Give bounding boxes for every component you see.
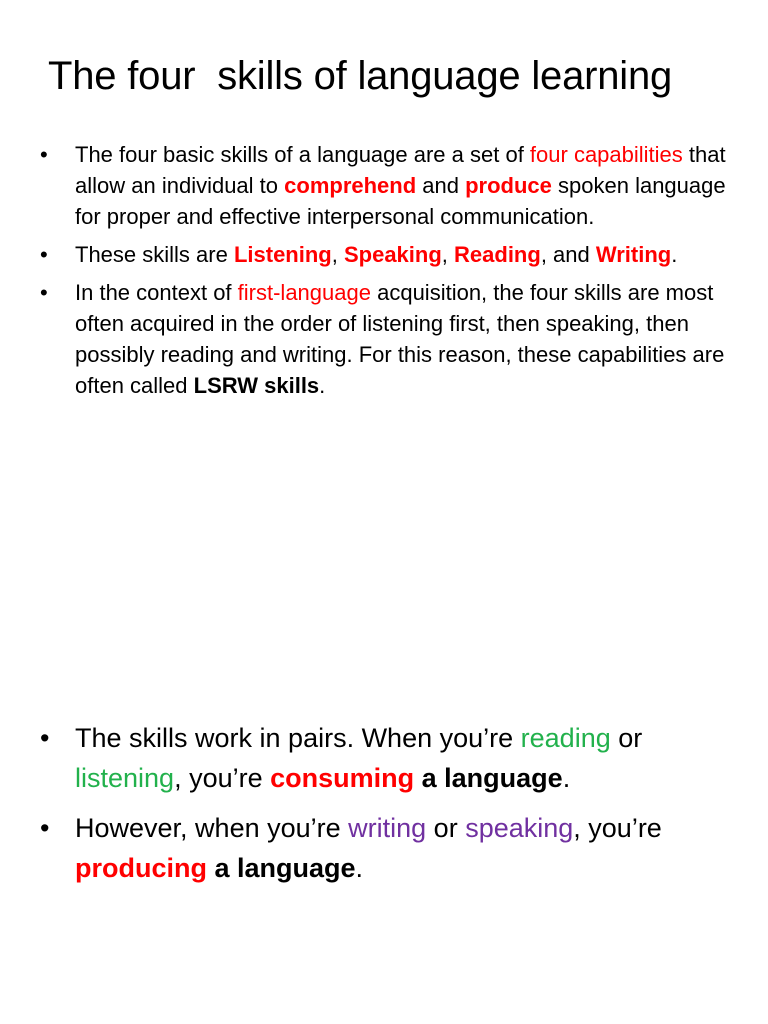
bullet-icon: • — [40, 723, 50, 753]
top-bullet-list — [40, 139, 730, 408]
list-item — [40, 239, 730, 270]
slide-title: The four skills of language learning — [48, 54, 673, 98]
list-item — [40, 808, 730, 888]
list-item — [40, 139, 730, 232]
bullet-text: In the context of first-language acquisition, the four skills are most often acquired in the order of listening first, then speaking, then possibly reading and writing. For this reason, these capabilities are often called LSRW skills. — [75, 280, 725, 398]
list-item — [40, 277, 730, 401]
bullet-text: However, when you’re writing or speaking, you’re producing a language. — [75, 813, 662, 883]
bullet-icon: • — [40, 813, 50, 843]
bullet-icon: • — [40, 280, 48, 305]
bullet-icon: • — [40, 242, 48, 267]
list-item — [40, 718, 730, 798]
bullet-text: These skills are Listening, Speaking, Reading, and Writing. — [75, 242, 678, 267]
bullet-text: The skills work in pairs. When you’re reading or listening, you’re consuming a language. — [75, 723, 643, 793]
bullet-text: The four basic skills of a language are a set of four capabilities that allow an individual to comprehend and produce spoken language for proper and effective interpersonal communication. — [75, 142, 726, 229]
bottom-bullet-list — [40, 718, 730, 898]
bullet-icon: • — [40, 142, 48, 167]
